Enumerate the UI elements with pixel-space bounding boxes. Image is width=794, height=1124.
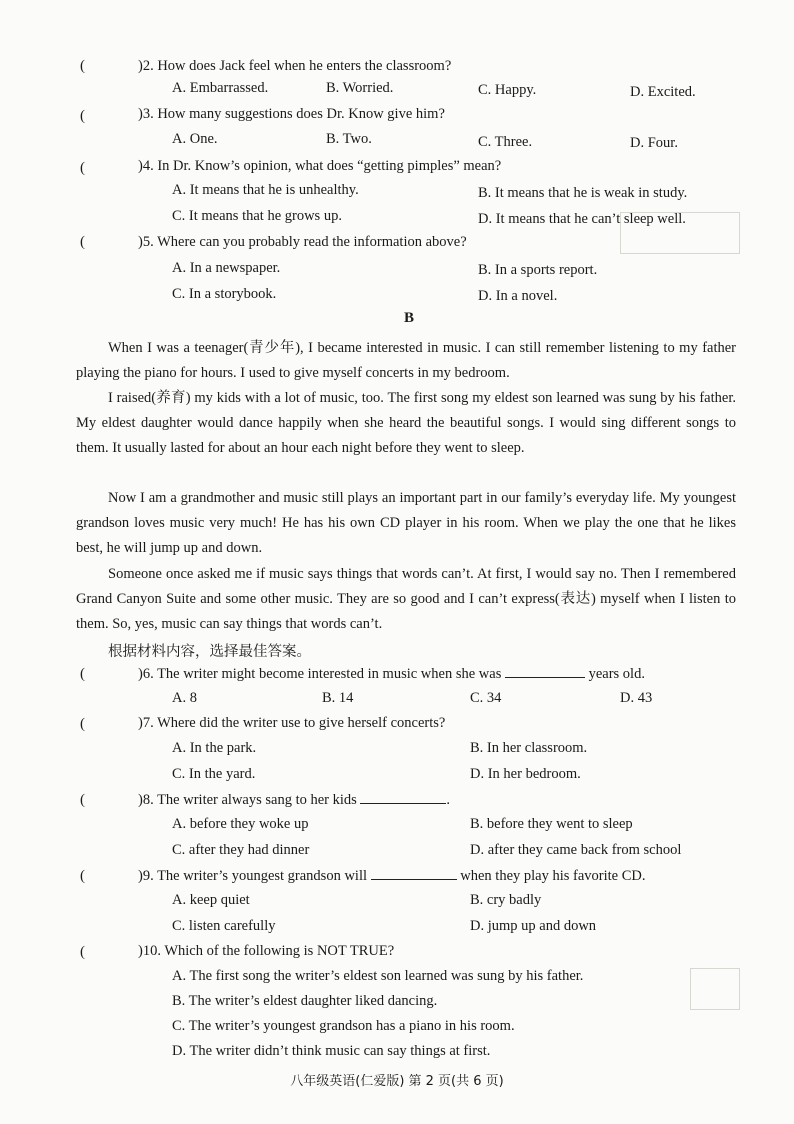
option-b: B. 14 [322, 690, 354, 706]
answer-blank[interactable] [360, 791, 446, 804]
option-d: D. after they came back from school [470, 842, 682, 858]
answer-paren: ( [80, 160, 85, 176]
question-stem: )2. How does Jack feel when he enters the classroom? [138, 58, 452, 74]
page-footer: 八年级英语(仁爱版) 第 2 页(共 6 页) [290, 1074, 504, 1089]
question-stem: )3. How many suggestions does Dr. Know give him? [138, 106, 445, 122]
option-c: C. Happy. [478, 82, 537, 98]
question-stem: )4. In Dr. Know’s opinion, what does “getting pimples” mean? [138, 158, 502, 174]
option-a: A. Embarrassed. [172, 80, 269, 96]
option-c: C. 34 [470, 690, 502, 706]
option-b: B. In her classroom. [470, 740, 588, 756]
option-c: C. The writer’s youngest grandson has a piano in his room. [172, 1018, 515, 1034]
option-d: D. Excited. [630, 84, 696, 100]
bleed-box [690, 968, 740, 1010]
option-c: C. listen carefully [172, 918, 276, 934]
option-d: D. In her bedroom. [470, 766, 581, 782]
option-a: A. 8 [172, 690, 197, 706]
option-a: A. In the park. [172, 740, 257, 756]
option-d: D. It means that he can’t sleep well. [478, 211, 686, 227]
passage-paragraph: When I was a teenager(青少年), I became interested in music. I can still remember listening to my father playing the piano for hours. I used to give myself concerts in my bedroom. [76, 340, 736, 381]
option-d: D. 43 [620, 690, 653, 706]
answer-paren: ( [80, 666, 85, 682]
option-b: B. The writer’s eldest daughter liked dancing. [172, 993, 438, 1009]
answer-paren: ( [80, 792, 85, 808]
option-a: A. It means that he is unhealthy. [172, 182, 359, 198]
option-d: D. Four. [630, 135, 678, 151]
instruction: 根据材料内容，选择最佳答案。 [108, 644, 311, 660]
answer-paren: ( [80, 234, 85, 250]
section-label: B [404, 310, 415, 326]
option-c: C. Three. [478, 134, 533, 150]
passage-paragraph: I raised(养育) my kids with a lot of music, too. The first song my eldest son learned was sung by his father. My eldest daughter would dance happily when she heard the beautiful songs. I would sing different songs to them. It usually lasted for about an hour each night before they went to sleep. [76, 390, 736, 456]
option-a: A. keep quiet [172, 892, 250, 908]
answer-blank[interactable] [505, 665, 585, 678]
question-stem: )6. The writer might become interested in music when she was years old. [138, 666, 645, 682]
question-stem: )7. Where did the writer use to give herself concerts? [138, 715, 446, 731]
question-stem: )9. The writer’s youngest grandson will when they play his favorite CD. [138, 868, 646, 884]
option-d: D. In a novel. [478, 288, 558, 304]
option-d: D. The writer didn’t think music can say things at first. [172, 1043, 491, 1059]
question-stem: )8. The writer always sang to her kids . [138, 792, 451, 808]
option-c: C. In the yard. [172, 766, 256, 782]
answer-paren: ( [80, 944, 85, 960]
option-c: C. after they had dinner [172, 842, 310, 858]
option-b: B. Worried. [326, 80, 394, 96]
option-a: A. before they woke up [172, 816, 309, 832]
passage-paragraph: Someone once asked me if music says things that words can’t. At first, I would say no. Then I remembered Grand Canyon Suite and some other music. They are so good and I can’t express(表达) myself when I listen to them. So, yes, music can say things that words can’t. [76, 566, 736, 632]
option-b: B. It means that he is weak in study. [478, 185, 688, 201]
option-c: C. In a storybook. [172, 286, 277, 302]
answer-paren: ( [80, 716, 85, 732]
option-b: B. Two. [326, 131, 372, 147]
question-stem: )5. Where can you probably read the information above? [138, 234, 467, 250]
option-b: B. before they went to sleep [470, 816, 633, 832]
passage-paragraph: Now I am a grandmother and music still plays an important part in our family’s everyday life. My youngest grandson loves music very much! He has his own CD player in his room. When we play the one that he likes best, he will jump up and down. [76, 490, 736, 556]
option-c: C. It means that he grows up. [172, 208, 342, 224]
answer-paren: ( [80, 58, 85, 74]
option-a: A. The first song the writer’s eldest son learned was sung by his father. [172, 968, 584, 984]
option-a: A. In a newspaper. [172, 260, 281, 276]
question-stem: )10. Which of the following is NOT TRUE? [138, 943, 395, 959]
answer-paren: ( [80, 868, 85, 884]
option-b: B. cry badly [470, 892, 542, 908]
answer-blank[interactable] [371, 867, 457, 880]
option-d: D. jump up and down [470, 918, 597, 934]
option-a: A. One. [172, 131, 218, 147]
answer-paren: ( [80, 108, 85, 124]
option-b: B. In a sports report. [478, 262, 598, 278]
